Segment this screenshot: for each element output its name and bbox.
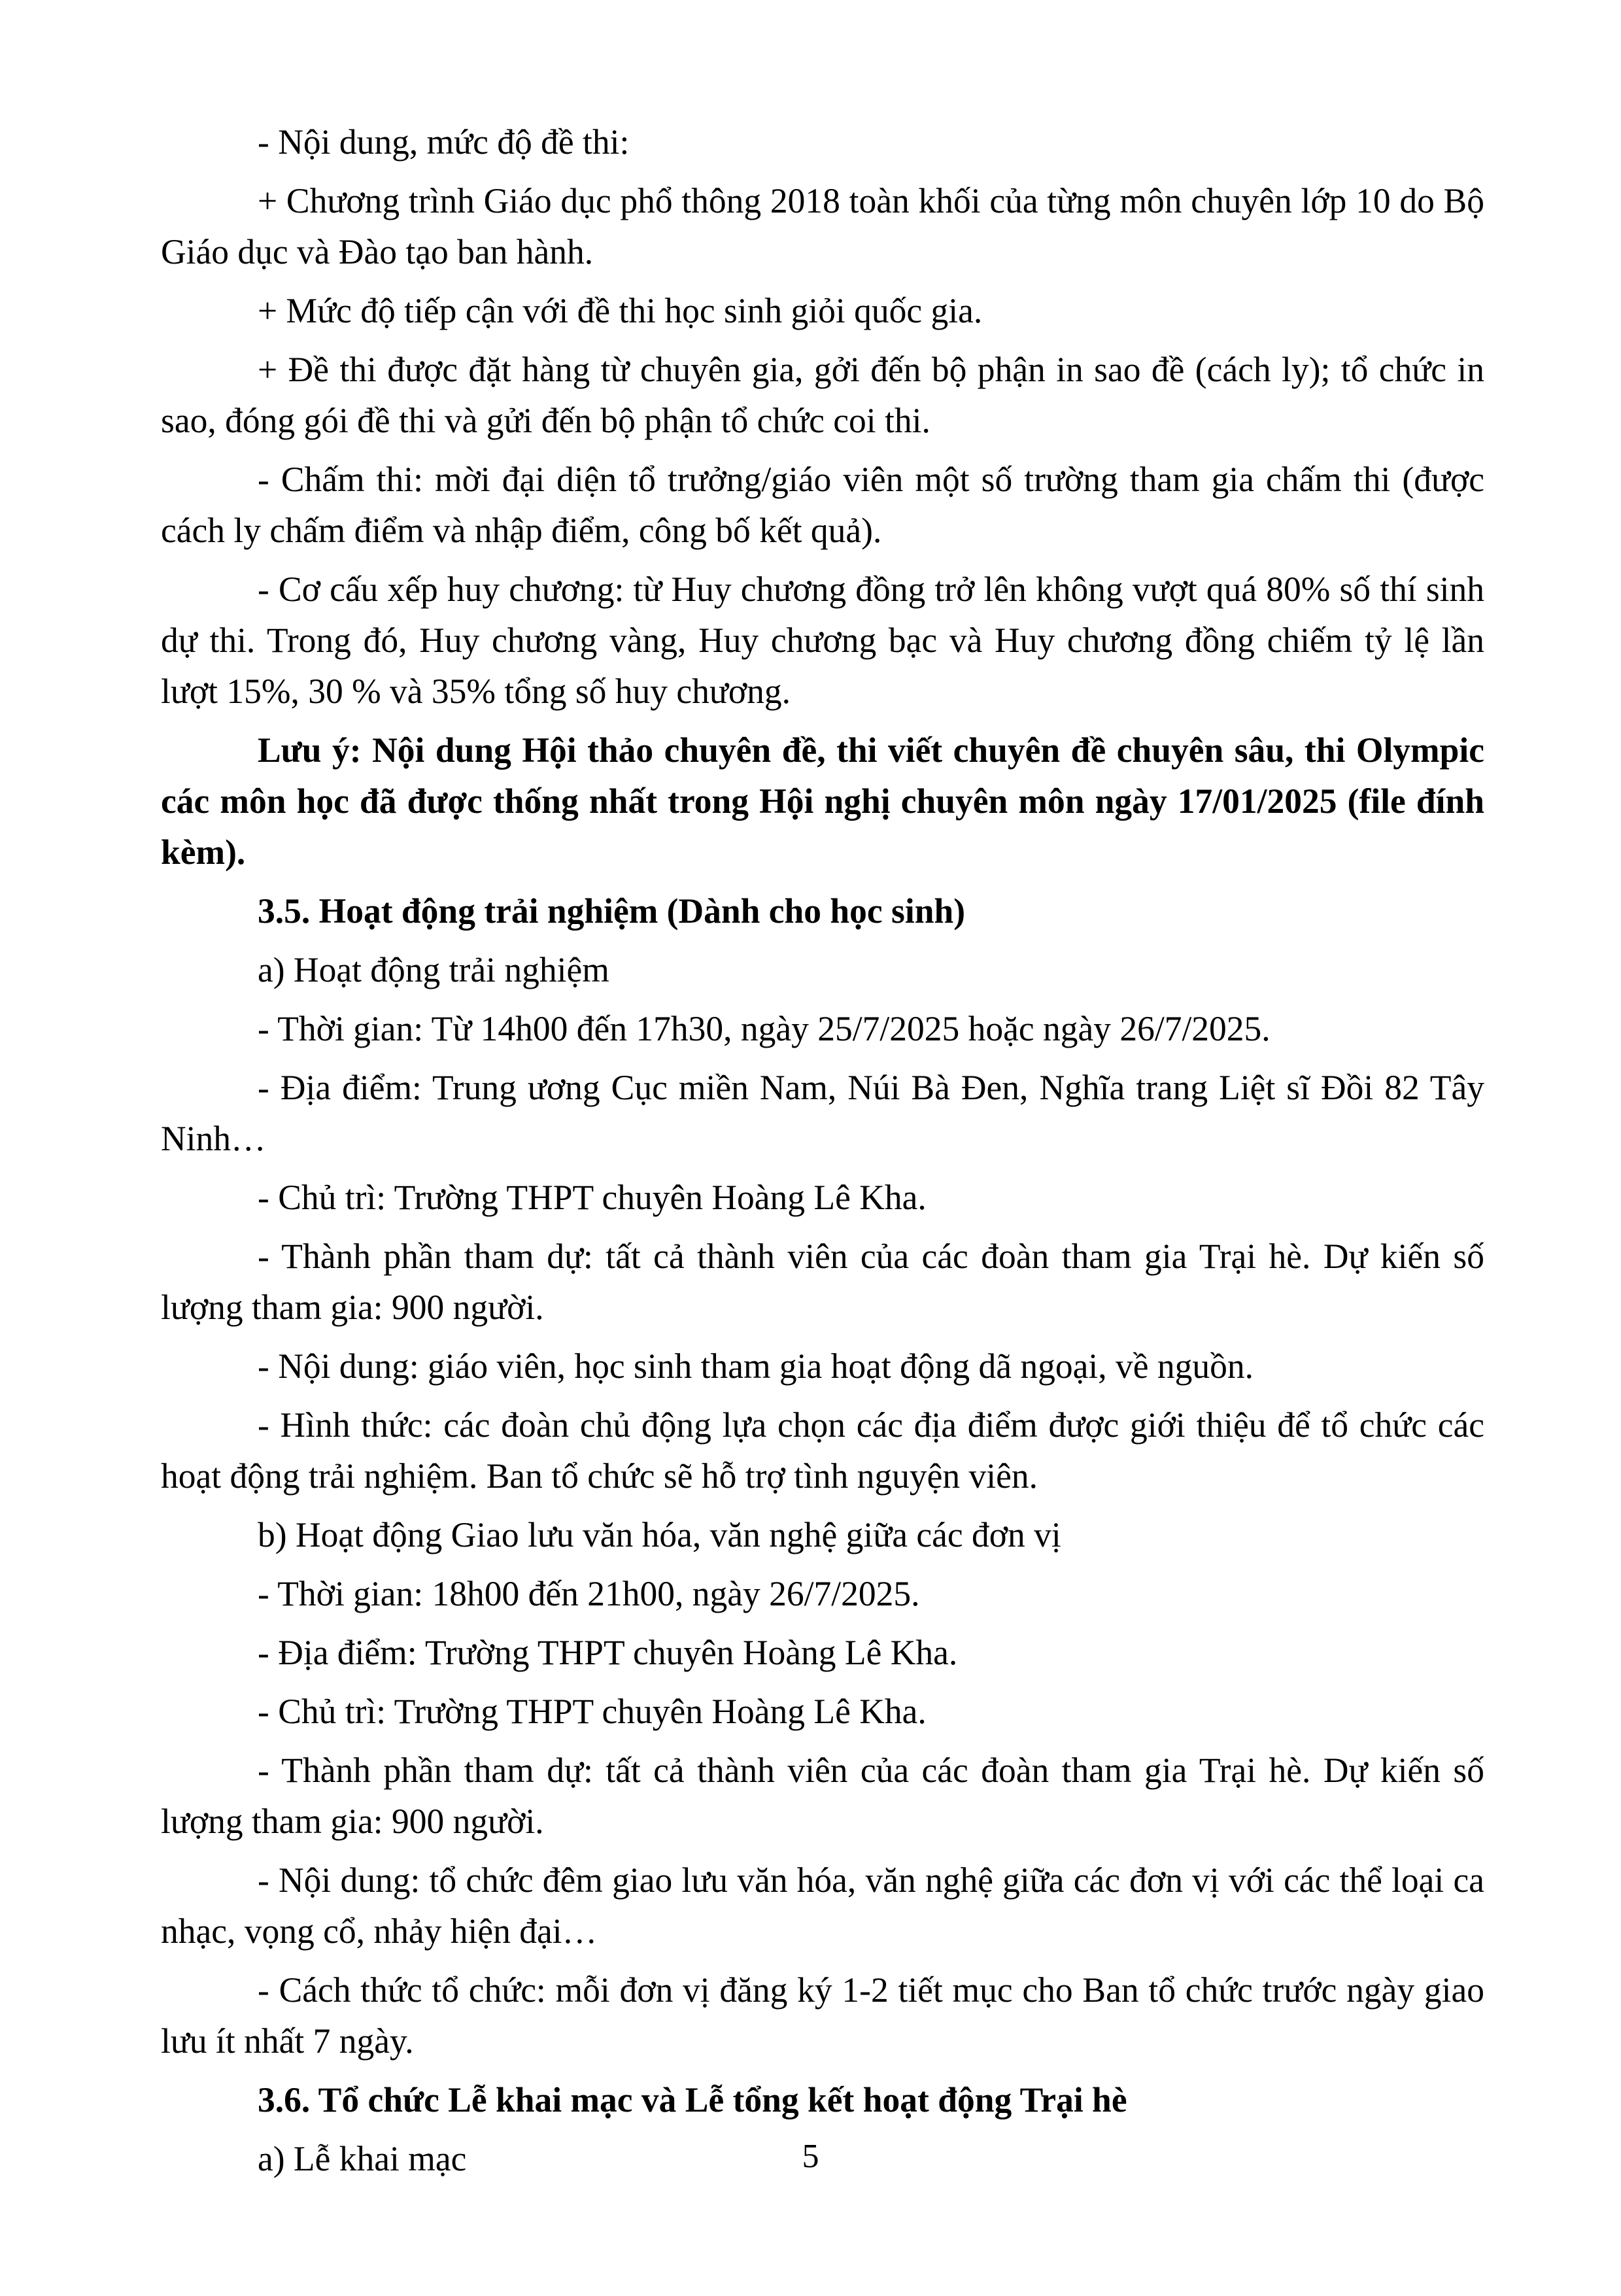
document-page [161,116,1484,2192]
paragraph-time-a: - Thời gian: Từ 14h00 đến 17h30, ngày 25/7/2025 hoặc ngày 26/7/2025. [258,1009,1271,1048]
paragraph-location-a: - Địa điểm: Trung ương Cục miền Nam, Núi Bà Đen, Nghĩa trang Liệt sĩ Đồi 82 Tây Ninh… [161,1068,1484,1158]
paragraph-host-b: - Chủ trì: Trường THPT chuyên Hoàng Lê Kha. [258,1692,927,1731]
paragraph-format-a: - Hình thức: các đoàn chủ động lựa chọn các địa điểm được giới thiệu để tổ chức các hoạt động trải nghiệm. Ban tổ chức sẽ hỗ trợ tình nguyện viên. [161,1405,1484,1496]
paragraph-content-a: - Nội dung: giáo viên, học sinh tham gia hoạt động dã ngoại, về nguồn. [258,1346,1254,1386]
paragraph-participants-b: - Thành phần tham dự: tất cả thành viên của các đoàn tham gia Trại hè. Dự kiến số lượng tham gia: 900 người. [161,1751,1484,1841]
section-heading-3-6: 3.6. Tổ chức Lễ khai mạc và Lễ tổng kết hoạt động Trại hè [258,2080,1127,2119]
paragraph-grading: - Chấm thi: mời đại diện tổ trưởng/giáo viên một số trường tham gia chấm thi (được cách ly chấm điểm và nhập điểm, công bố kết quả). [161,460,1484,550]
paragraph-medal-structure: - Cơ cấu xếp huy chương: từ Huy chương đồng trở lên không vượt quá 80% số thí sinh dự thi. Trong đó, Huy chương vàng, Huy chương bạc và Huy chương đồng chiếm tỷ lệ lần lượt 15%, 30 % và 35% tổng số huy chương. [161,570,1484,711]
paragraph-participants-a: - Thành phần tham dự: tất cả thành viên của các đoàn tham gia Trại hè. Dự kiến số lượng tham gia: 900 người. [161,1237,1484,1327]
paragraph-difficulty: + Mức độ tiếp cận với đề thi học sinh giỏi quốc gia. [258,291,983,330]
paragraph-location-b: - Địa điểm: Trường THPT chuyên Hoàng Lê Kha. [258,1633,958,1672]
paragraph-note: Lưu ý: Nội dung Hội thảo chuyên đề, thi viết chuyên đề chuyên sâu, thi Olympic các môn học đã được thống nhất trong Hội nghị chuyên môn ngày 17/01/2025 (file đính kèm). [161,730,1484,872]
paragraph-host-a: - Chủ trì: Trường THPT chuyên Hoàng Lê Kha. [258,1178,927,1217]
section-heading-3-5: 3.5. Hoạt động trải nghiệm (Dành cho học sinh) [258,891,966,931]
paragraph-exam-content: - Nội dung, mức độ đề thi: [258,122,630,162]
subheading-experience-activity: a) Hoạt động trải nghiệm [258,950,609,989]
paragraph-exam-ordering: + Đề thi được đặt hàng từ chuyên gia, gởi đến bộ phận in sao đề (cách ly); tổ chức in sao, đóng gói đề thi và gửi đến bộ phận tổ chức coi thi. [161,350,1484,440]
paragraph-curriculum: + Chương trình Giáo dục phổ thông 2018 toàn khối của từng môn chuyên lớp 10 do Bộ Giáo dục và Đào tạo ban hành. [161,181,1484,271]
paragraph-organization-b: - Cách thức tổ chức: mỗi đơn vị đăng ký 1-2 tiết mục cho Ban tổ chức trước ngày giao lưu ít nhất 7 ngày. [161,1970,1484,2061]
subheading-opening-ceremony: a) Lễ khai mạc [258,2139,467,2178]
subheading-cultural-exchange: b) Hoạt động Giao lưu văn hóa, văn nghệ giữa các đơn vị [258,1515,1061,1554]
paragraph-time-b: - Thời gian: 18h00 đến 21h00, ngày 26/7/2025. [258,1574,920,1613]
page-number: 5 [802,2138,819,2175]
paragraph-content-b: - Nội dung: tổ chức đêm giao lưu văn hóa, văn nghệ giữa các đơn vị với các thể loại ca nhạc, vọng cổ, nhảy hiện đại… [161,1860,1484,1951]
